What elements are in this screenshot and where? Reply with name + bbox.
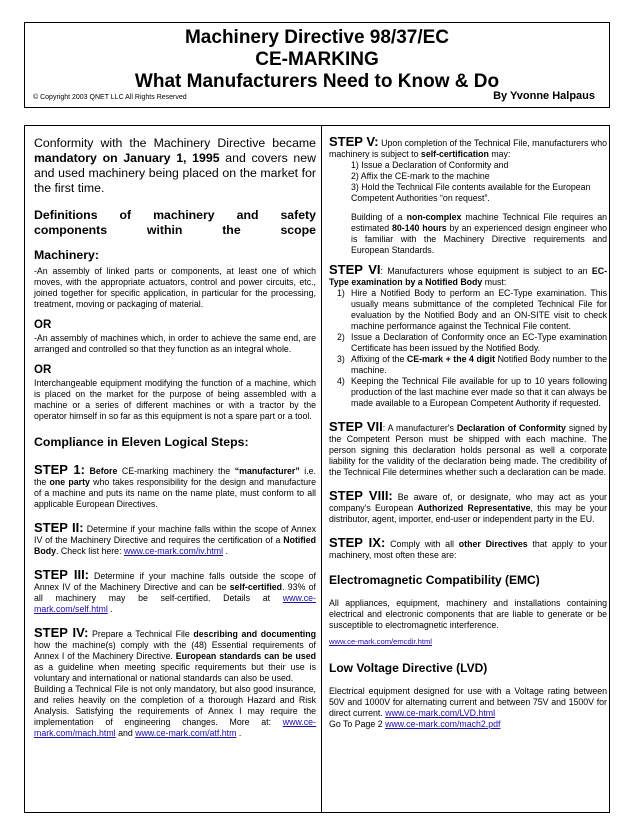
definition-3: Interchangeable equipment modifying the function of a machine, which is placed on the market for the purpose of being assembled with a machine or a series of different machines or with a tractor by the operator himself in so far as this equipment is not a spare part or a tool.	[34, 378, 316, 421]
list-item: 1) Hire a Notified Body to perform an EC-Type examination. This usually means submittance of the completed Technical File for evaluation by the Notified Body and an ON-SITE visit to check machine performance against the Technical File content.	[337, 288, 607, 331]
emc-text: All appliances, equipment, machinery and installations containing electrical and electronic components that are liable to generate or be susceptible to electromagnetic interference.	[329, 598, 607, 630]
step-2-label: STEP II:	[34, 520, 84, 535]
content-box	[24, 125, 610, 813]
step-6-list	[329, 288, 607, 409]
link-annex-iv[interactable]: www.ce-mark.com/iv.html	[123, 546, 224, 556]
title-subtitle: What Manufacturers Need to Know & Do	[134, 71, 500, 92]
step-9: STEP IX: Comply with all other Directives that apply to your machinery, most often these are:	[329, 535, 607, 560]
lvd-heading: Low Voltage Directive (LVD)	[329, 661, 488, 675]
list-item: 1) Issue a Declaration of Conformity and	[351, 160, 509, 170]
step-7: STEP VII: A manufacturer's Declaration of Conformity signed by the Competent Person must be shipped with each machine. The person signing this declaration holds personal as well a corporate liability for the validity of the declaration being made. The credibility of the Technical File determines whether such a declaration can be made.	[329, 419, 607, 477]
copyright-notice: © Copyright 2003 QNET LLC All Rights Reserved	[33, 94, 187, 101]
step-8: STEP VIII: Be aware of, or designate, who may act as your company's European Authorized Representative, this may be your distributor, agent, importer, end-user or independent party in the EU.	[329, 488, 607, 524]
machinery-heading: Machinery:	[34, 248, 99, 262]
step-4-label: STEP IV:	[34, 625, 89, 640]
definition-2: -An assembly of machines which, in order to achieve the same end, are arranged and controlled so that they function as an integral whole.	[34, 333, 316, 354]
step-4: STEP IV: Prepare a Technical File describing and documenting how the machine(s) comply with the (48) Essential requirements of Annex I of the Machinery Directive. European standards can be used as a guideline when meeting specific requirements but their use is voluntary and international or national standards can also be used.	[34, 625, 316, 683]
step-8-label: STEP VIII:	[329, 488, 393, 503]
list-item: 4) Keeping the Technical File available for up to 10 years following production of the last machine ever made so that it can always be made available to a European Competent Authority if requested.	[337, 376, 607, 408]
lvd-text: Electrical equipment designed for use with a Voltage rating between 50V and 1000V for alternating current and between 75V and 1500V for direct current. www.ce-mark.com/LVD.html	[329, 686, 607, 718]
step-7-label: STEP VII	[329, 419, 383, 434]
step-6-label: STEP VI	[329, 262, 381, 277]
link-page-2[interactable]: www.ce-mark.com/mach2.pdf	[385, 719, 501, 729]
goto-page-2: Go To Page 2 www.ce-mark.com/mach2.pdf	[329, 719, 501, 729]
emc-link-line	[329, 631, 607, 649]
step-3-label: STEP III:	[34, 567, 90, 582]
link-self-certification[interactable]: www.ce-mark.com/self.html	[34, 593, 316, 614]
step-5-list	[329, 160, 607, 204]
link-lvd[interactable]: www.ce-mark.com/LVD.html	[385, 708, 496, 718]
step-5-building: Building of a non-complex machine Technical File requires an estimated 80-140 hours by an experienced design engineer who is familiar with the Machinery Directive requirements and European Standards.	[351, 212, 607, 255]
step-6: STEP VI: Manufacturers whose equipment is subject to an EC-Type examination by a Notified Body must:	[329, 262, 607, 287]
author-byline: By Yvonne Halpaus	[493, 90, 595, 102]
step-4-technical-file: Building a Technical File is not only mandatory, but also good insurance, and relies heavily on the completion of a thorough Hazard and Risk Analysis. Satisfying the requirements of Annex I may require the implementation of engineering changes. More at: www.ce-mark.com/mach.html and www.ce-mark.com/atf.htm .	[34, 684, 316, 738]
step-1-label: STEP 1:	[34, 462, 85, 477]
title-box	[24, 22, 610, 108]
column-divider	[321, 126, 322, 812]
list-item: 3) Affixing of the CE-mark + the 4 digit Notified Body number to the machine.	[337, 354, 608, 375]
list-item: 2) Issue a Declaration of Conformity once an EC-Type examination Certificate has been issued by the Notified Body.	[337, 332, 607, 353]
definition-1: -An assembly of linked parts or components, at least one of which moves, with the appropriate actuators, control and power circuits, etc., joined together for specific application, in particular for the processing, treatment, moving or packaging of material.	[34, 266, 316, 309]
step-5-label: STEP V:	[329, 134, 379, 149]
definitions-heading: Definitions of machinery and safety components within the scope	[34, 208, 316, 237]
intro-paragraph: Conformity with the Machinery Directive became mandatory on January 1, 1995 and covers new and used machinery being placed on the market for the first time.	[34, 136, 316, 195]
or-label-1: OR	[34, 319, 52, 331]
emc-heading: Electromagnetic Compatibility (EMC)	[329, 573, 540, 587]
title-directive: Machinery Directive 98/37/EC	[184, 27, 450, 48]
step-1: STEP 1: Before CE-marking machinery the “manufacturer” i.e. the one party who takes responsibility for the design and manufacture of a machine and puts its name on the name plate, must conform to all applicable European Directives.	[34, 462, 316, 509]
compliance-heading: Compliance in Eleven Logical Steps:	[34, 435, 249, 449]
right-column	[329, 136, 607, 730]
left-column	[34, 136, 316, 739]
list-item: 3) Hold the Technical File contents available for the European Competent Authorities “on request”.	[351, 182, 591, 203]
link-mach[interactable]: www.ce-mark.com/mach.html	[34, 717, 316, 738]
or-label-2: OR	[34, 364, 52, 376]
step-3: STEP III: Determine if your machine falls outside the scope of Annex IV of the Machinery Directive and can be self-certified. 93% of all machinery may be self-certified. Details at www.ce-mark.com/self.html .	[34, 567, 316, 614]
title-ce-marking: CE-MARKING	[255, 49, 379, 70]
step-9-label: STEP IX:	[329, 535, 386, 550]
step-5: STEP V: Upon completion of the Technical File, manufacturers who machinery is subject to self-certification may:	[329, 134, 607, 159]
step-2: STEP II: Determine if your machine falls within the scope of Annex IV of the Machinery Directive and requires the certification of a Notified Body. Check list here: www.ce-mark.com/iv.html .	[34, 520, 316, 556]
link-emc-directive[interactable]: www.ce-mark.com/emcdir.html	[329, 637, 432, 646]
link-atf[interactable]: www.ce-mark.com/atf.htm	[135, 728, 237, 738]
list-item: 2) Affix the CE-mark to the machine	[351, 171, 490, 181]
